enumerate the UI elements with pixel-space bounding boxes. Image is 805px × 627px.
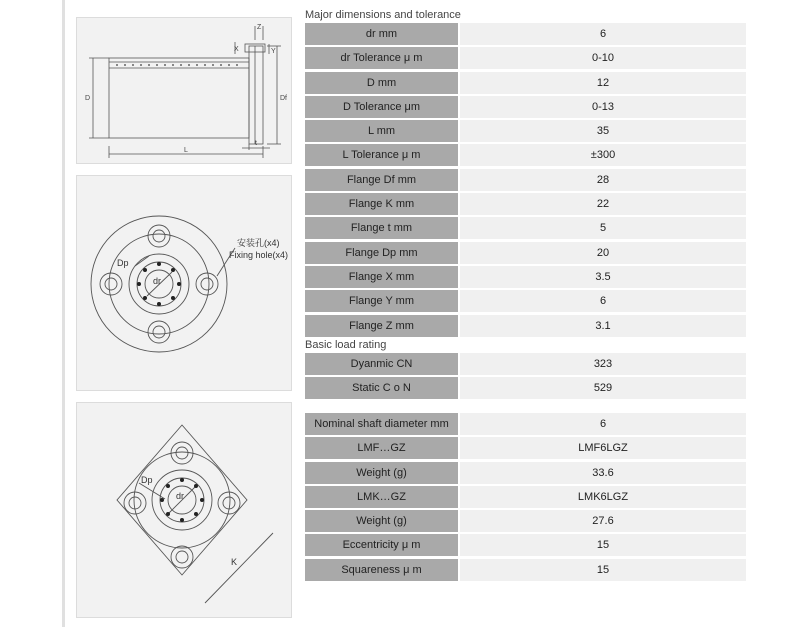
- row-value: 15: [460, 559, 746, 581]
- dim-d-label: D: [85, 95, 91, 102]
- row-value: 6: [460, 413, 746, 435]
- section-title-major: Major dimensions and tolerance: [305, 9, 461, 21]
- row-label: Nominal shaft diameter mm: [305, 413, 458, 435]
- row-value: 3.5: [460, 266, 746, 288]
- row-value: 27.6: [460, 510, 746, 532]
- row-label: Flange Df mm: [305, 169, 458, 191]
- dr-label: dr: [176, 491, 185, 501]
- dim-l-label: L: [184, 147, 188, 154]
- table-row: [305, 217, 746, 239]
- table-row: [305, 120, 746, 142]
- major-dimensions-section: [305, 7, 746, 401]
- row-value: 28: [460, 169, 746, 191]
- row-label: Dyanmic CN: [305, 353, 458, 375]
- row-value: 33.6: [460, 462, 746, 484]
- dim-x-label: X: [234, 46, 239, 53]
- table-row: [305, 290, 746, 312]
- square-flange-drawing: [76, 402, 292, 618]
- load-rating-table: [305, 353, 746, 399]
- table-row: [305, 510, 746, 532]
- side-view-drawing: [76, 17, 292, 164]
- table-row: [305, 353, 746, 375]
- fixing-hole-label-cn: 安装孔(x4): [237, 238, 280, 248]
- row-label: Flange K mm: [305, 193, 458, 215]
- row-label: Weight (g): [305, 462, 458, 484]
- row-label: Squareness μ m: [305, 559, 458, 581]
- row-label: Flange Z mm: [305, 315, 458, 337]
- dim-y-label: Y: [271, 48, 276, 55]
- row-value: 22: [460, 193, 746, 215]
- table-row: [305, 534, 746, 556]
- row-value: 12: [460, 72, 746, 94]
- row-value: 323: [460, 353, 746, 375]
- dp-label: Dp: [141, 475, 153, 485]
- row-value: 20: [460, 242, 746, 264]
- row-label: Flange t mm: [305, 217, 458, 239]
- row-label: LMF…GZ: [305, 437, 458, 459]
- row-label: Flange Dp mm: [305, 242, 458, 264]
- row-label: L mm: [305, 120, 458, 142]
- row-label: L Tolerance μ m: [305, 144, 458, 166]
- row-label: Eccentricity μ m: [305, 534, 458, 556]
- dp-label: Dp: [117, 258, 129, 268]
- k-label: K: [231, 557, 238, 567]
- table-row: [305, 462, 746, 484]
- row-value: 0-10: [460, 47, 746, 69]
- row-value: ±300: [460, 144, 746, 166]
- row-value: LMK6LGZ: [460, 486, 746, 508]
- row-label: dr mm: [305, 23, 458, 45]
- round-flange-drawing: [76, 175, 292, 391]
- row-label: Flange X mm: [305, 266, 458, 288]
- row-label: Weight (g): [305, 510, 458, 532]
- table-row: [305, 559, 746, 581]
- models-table: [305, 413, 746, 581]
- row-value: 529: [460, 377, 746, 399]
- fixing-hole-label-en: Fixing hole(x4): [229, 250, 289, 260]
- row-value: 6: [460, 23, 746, 45]
- table-row: [305, 266, 746, 288]
- table-row: [305, 437, 746, 459]
- table-row: [305, 377, 746, 399]
- row-value: 15: [460, 534, 746, 556]
- table-row: [305, 413, 746, 435]
- table-row: [305, 193, 746, 215]
- table-row: [305, 47, 746, 69]
- row-value: 6: [460, 290, 746, 312]
- left-divider: [62, 0, 65, 627]
- row-label: LMK…GZ: [305, 486, 458, 508]
- table-row: [305, 72, 746, 94]
- section-title-load: Basic load rating: [305, 338, 387, 351]
- table-row: [305, 23, 746, 45]
- row-value: LMF6LGZ: [460, 437, 746, 459]
- row-value: 35: [460, 120, 746, 142]
- table-row: [305, 96, 746, 118]
- dim-t-label: t: [255, 140, 257, 147]
- dim-z-label: Z: [257, 24, 262, 31]
- dr-label: dr: [153, 276, 162, 286]
- table-row: [305, 144, 746, 166]
- row-value: 3.1: [460, 315, 746, 337]
- row-label: D mm: [305, 72, 458, 94]
- row-label: D Tolerance μm: [305, 96, 458, 118]
- dim-df-label: Df: [280, 95, 287, 102]
- table-row: [305, 242, 746, 264]
- row-label: Flange Y mm: [305, 290, 458, 312]
- row-value: 5: [460, 217, 746, 239]
- table-row: [305, 315, 746, 337]
- table-row: [305, 486, 746, 508]
- major-dimensions-table: [305, 23, 746, 337]
- row-label: Static C o N: [305, 377, 458, 399]
- row-value: 0-13: [460, 96, 746, 118]
- models-section: [305, 413, 746, 583]
- row-label: dr Tolerance μ m: [305, 47, 458, 69]
- table-row: [305, 169, 746, 191]
